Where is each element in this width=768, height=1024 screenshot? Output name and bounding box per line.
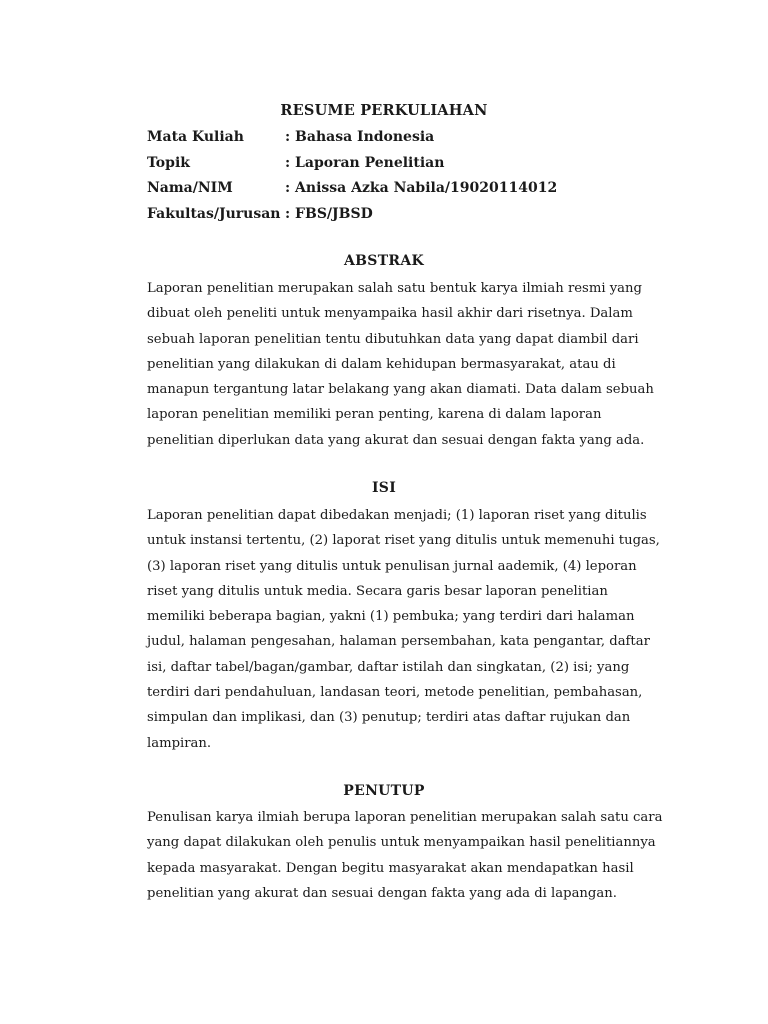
info-label: Nama/NIM	[147, 180, 233, 196]
info-row-faculty	[147, 203, 557, 229]
info-value: : Laporan Penelitian	[285, 154, 445, 171]
text-line: yang dapat dilakukan oleh penulis untuk menyampaikan hasil penelitiannya	[147, 835, 656, 851]
info-block	[147, 126, 557, 228]
text-line: dibuat oleh peneliti untuk menyampaika hasil akhir dari risetnya. Dalam	[147, 306, 633, 322]
text-line: Penulisan karya ilmiah berupa laporan penelitian merupakan salah satu cara	[147, 810, 663, 825]
text-line: penelitian yang akurat dan sesuai dengan fakta yang ada di lapangan.	[147, 885, 617, 901]
section-body-isi	[147, 503, 660, 756]
text-line: terdiri dari pendahuluan, landasan teori, metode penelitian, pembahasan,	[147, 685, 643, 701]
text-line: judul, halaman pengesahan, halaman persembahan, kata pengantar, daftar	[147, 634, 650, 650]
text-line: penelitian diperlukan data yang akurat dan sesuai dengan fakta yang ada.	[147, 432, 645, 448]
section-body-penutup	[147, 805, 663, 906]
info-row-name	[147, 177, 557, 203]
text-line: Laporan penelitian merupakan salah satu bentuk karya ilmiah resmi yang	[147, 281, 642, 296]
text-line: penelitian yang dilakukan di dalam kehidupan bermasyarakat, atau di	[147, 356, 616, 372]
text-line: lampiran.	[147, 735, 212, 751]
section-heading-isi: ISI	[371, 480, 397, 496]
text-line: simpulan dan implikasi, dan (3) penutup; terdiri atas daftar rujukan dan	[147, 710, 631, 726]
text-line: Laporan penelitian dapat dibedakan menjadi; (1) laporan riset yang ditulis	[147, 508, 647, 523]
info-value: : Bahasa Indonesia	[285, 129, 435, 145]
info-value: : FBS/JBSD	[285, 205, 373, 222]
document-title: RESUME PERKULIAHAN	[280, 102, 488, 119]
text-line: riset yang ditulis untuk media. Secara garis besar laporan penelitian	[147, 583, 608, 599]
info-row-topic	[147, 152, 557, 178]
text-line: isi, daftar tabel/bagan/gambar, daftar istilah dan singkatan, (2) isi; yang	[147, 659, 630, 675]
text-line: untuk instansi tertentu, (2) laporat riset yang ditulis untuk memenuhi tugas,	[147, 533, 660, 549]
info-label: Fakultas/Jurusan	[147, 205, 281, 222]
section-body-abstrak	[147, 276, 654, 453]
section-heading-penutup: PENUTUP	[343, 783, 425, 799]
section-heading-abstrak: ABSTRAK	[344, 253, 424, 269]
text-line: sebuah laporan penelitian tentu dibutuhkan data yang dapat diambil dari	[147, 331, 639, 347]
text-line: laporan penelitian memiliki peran penting, karena di dalam laporan	[147, 407, 602, 423]
text-line: kepada masyarakat. Dengan begitu masyarakat akan mendapatkan hasil	[147, 860, 634, 876]
text-line: (3) laporan riset yang ditulis untuk penulisan jurnal aademik, (4) leporan	[147, 558, 637, 574]
text-line: memiliki beberapa bagian, yakni (1) pembuka; yang terdiri dari halaman	[147, 609, 635, 625]
info-row-course	[147, 126, 557, 152]
info-label: Topik	[147, 154, 190, 171]
info-label: Mata Kuliah	[147, 129, 244, 145]
info-value: : Anissa Azka Nabila/19020114012	[285, 180, 558, 196]
text-line: manapun tergantung latar belakang yang akan diamati. Data dalam sebuah	[147, 382, 654, 398]
